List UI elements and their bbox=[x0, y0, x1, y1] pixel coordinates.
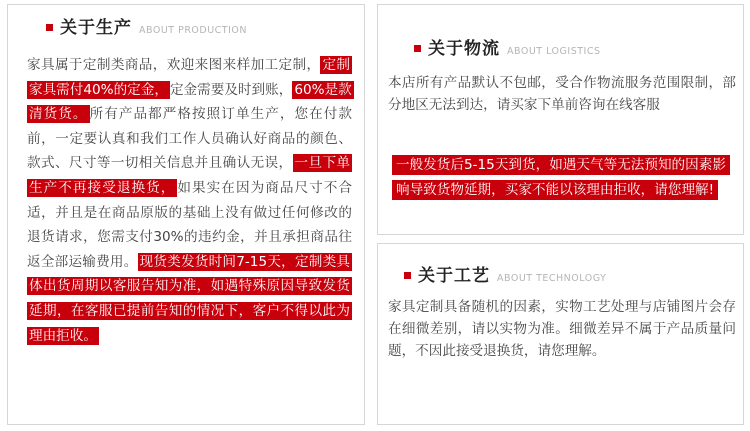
about-technology-panel bbox=[377, 243, 744, 425]
production-text-2: 定金需要及时到账， bbox=[169, 81, 293, 98]
production-heading bbox=[46, 13, 247, 38]
logistics-highlight-block bbox=[392, 153, 730, 203]
production-text-1: 家具属于定制类商品，欢迎来图来样加工定制， bbox=[27, 57, 321, 73]
technology-text: 家具定制具备随机的因素，实物工艺处理与店铺图片会存在细微差别，请以实物为准。细微差异不属于产品质量问题，不因此接受退换货，请您理解。 bbox=[388, 299, 736, 359]
production-title: 关于生产 bbox=[60, 18, 132, 38]
about-production-panel bbox=[7, 4, 365, 425]
production-subtitle: ABOUT PRODUCTION bbox=[139, 25, 248, 36]
about-logistics-panel bbox=[377, 4, 744, 235]
logistics-subtitle: ABOUT LOGISTICS bbox=[507, 46, 601, 57]
production-highlight-balance: 60%是款清货货。 bbox=[29, 81, 352, 123]
logistics-heading bbox=[414, 34, 601, 59]
logistics-highlight: 一般发货后5-15天到货，如遇天气等无法预知的因素影响导致货物延期，买家不能以该理由拒收，请您理解! bbox=[392, 155, 730, 200]
logistics-text: 本店所有产品默认不包邮，受合作物流服务范围限制，部分地区无法到达，请买家下单前咨询在线客服 bbox=[388, 75, 736, 113]
technology-title: 关于工艺 bbox=[418, 266, 490, 286]
bullet-square-icon bbox=[404, 272, 411, 279]
production-highlight-no-return: 一旦下单生产不再接受退换货， bbox=[29, 155, 351, 196]
production-text-3: 所有产品都严格按照订单生产，您在付款前，一定要认真和我们工作人员确认好商品的颜色、款式、尺寸等一切相关信息并且确认无误， bbox=[27, 106, 353, 172]
bullet-square-icon bbox=[46, 24, 53, 31]
bullet-square-icon bbox=[414, 45, 421, 52]
logistics-title: 关于物流 bbox=[428, 39, 500, 59]
production-highlight-deposit: 定制家具需付40%的定金， bbox=[29, 57, 351, 98]
production-text bbox=[27, 53, 352, 348]
production-highlight-shipping: 现货类发货时间7-15天，定制类具体出货周期以客服告知为准，如遇特殊原因导致发货延期，在客服已提前告知的情况下，客户不得以此为理由拒收。 bbox=[29, 253, 350, 344]
technology-subtitle: ABOUT TECHNOLOGY bbox=[497, 273, 607, 284]
production-text-4: 如果实在因为商品尺寸不合适，并且是在商品原版的基础上没有做过任何修改的退货请求，您需支付30%的违约金，并且承担商品往返全部运输费用。 bbox=[27, 179, 353, 270]
technology-heading bbox=[404, 261, 606, 286]
